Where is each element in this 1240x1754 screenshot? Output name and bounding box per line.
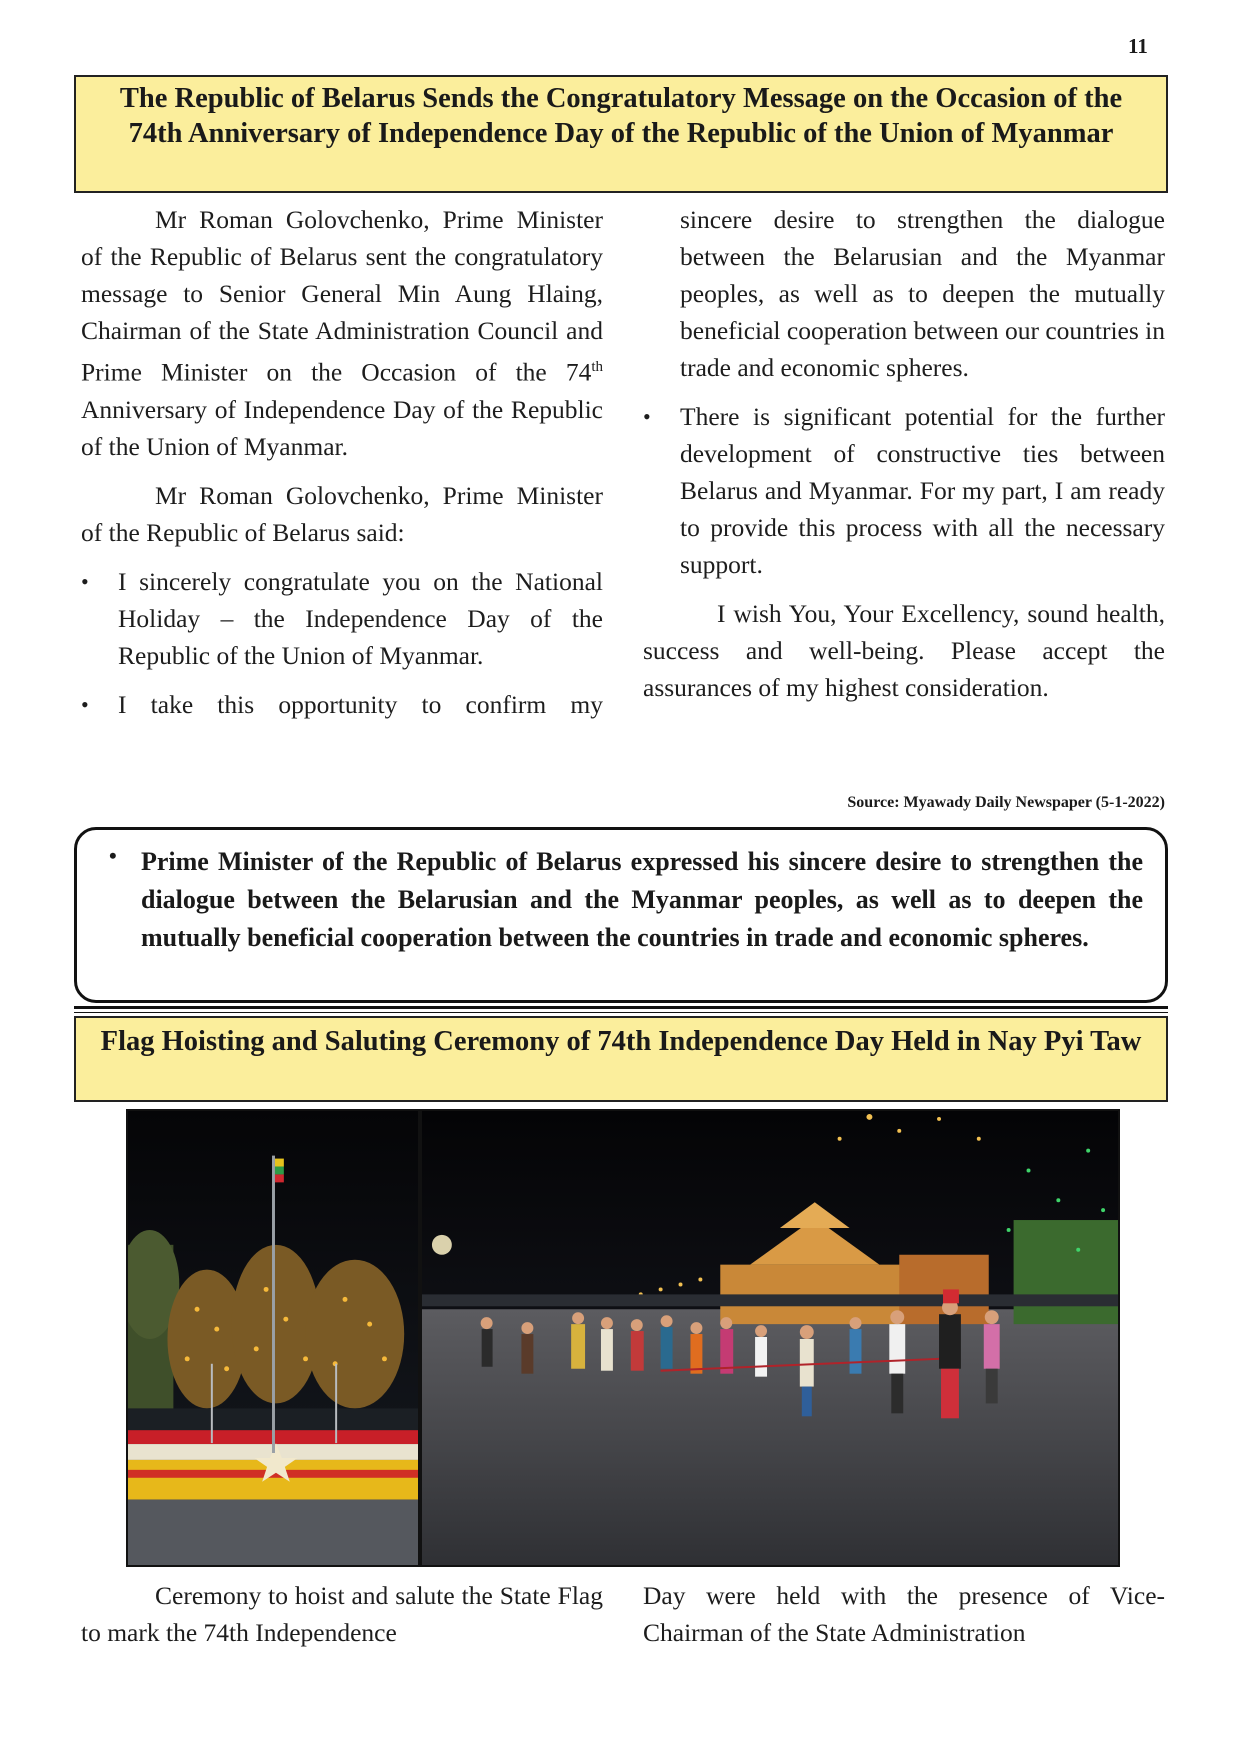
article-title-belarus: The Republic of Belarus Sends the Congratulatory Message on the Occasion of the 74th Anniversary of Independence Day of the Republic of the Union of Myanmar [74, 75, 1168, 193]
article1-source: Source: Myawady Daily Newspaper (5-1-2022) [847, 794, 1165, 811]
bullet-dot-icon: • [81, 568, 89, 594]
highlight-text: Prime Minister of the Republic of Belarus expressed his sincere desire to strengthen the dialogue between the Belarusian and the Myanmar peoples, as well as to deepen the mutually beneficial cooperation between the countries in trade and economic spheres. [141, 847, 1143, 952]
article1-left-column [81, 201, 603, 735]
section-divider [74, 1006, 1168, 1009]
bullet-dot-icon: • [643, 404, 651, 429]
highlight-callout [74, 827, 1168, 1003]
flag-pole-night-photo [126, 1109, 420, 1567]
article2-left-column [81, 1577, 603, 1651]
ceremony-night-image [422, 1111, 1118, 1565]
article2-caption-left: Ceremony to hoist and salute the State Flag to mark the 74th Independence [81, 1581, 603, 1647]
article2-right-column [643, 1577, 1165, 1651]
article1-right-column [643, 201, 1165, 718]
article-title-flag-ceremony: Flag Hoisting and Saluting Ceremony of 74th Independence Day Held in Nay Pyi Taw [74, 1016, 1168, 1102]
ceremony-night-photo [420, 1109, 1120, 1567]
list-item: sincere desire to strengthen the dialogue between the Belarusian and the Myanmar peoples, as well as to deepen the mutually beneficial cooperation between our countries in trade and economic spheres. [680, 205, 1166, 382]
list-item: • There is significant potential for the further development of constructive ties between Belarus and Myanmar. For my part, I am ready to provide this process with all the necessary support. [643, 398, 1165, 583]
article1-paragraph-1: Mr Roman Golovchenko, Prime Minister of the Republic of Belarus sent the congratulatory message to Senior General Min Aung Hlaing, Chairman of the State Administration Council and Prime Minister on the Occasion of the 74th Anniversary of Independence Day of the Republic of the Union of Myanmar. [81, 205, 603, 461]
flag-pole-night-image [128, 1111, 418, 1565]
article1-bullet-list-continued [643, 201, 1165, 583]
bullet-dot-icon: • [81, 691, 89, 717]
article1-paragraph-2: Mr Roman Golovchenko, Prime Minister of the Republic of Belarus said: [81, 480, 603, 547]
article2-caption-right: Day were held with the presence of Vice-Chairman of the State Administration [643, 1581, 1165, 1647]
article1-closing: I wish You, Your Excellency, sound health, success and well-being. Please accept the assurances of my highest consideration. [643, 599, 1165, 702]
page-number: 11 [1128, 34, 1148, 58]
section-divider-thin [74, 1012, 1168, 1013]
list-item: • I take this opportunity to confirm my [81, 686, 603, 723]
article1-bullet-list [81, 563, 603, 723]
bullet-dot-icon: • [109, 843, 117, 868]
list-item: • I sincerely congratulate you on the National Holiday – the Independence Day of the Republic of the Union of Myanmar. [81, 563, 603, 674]
